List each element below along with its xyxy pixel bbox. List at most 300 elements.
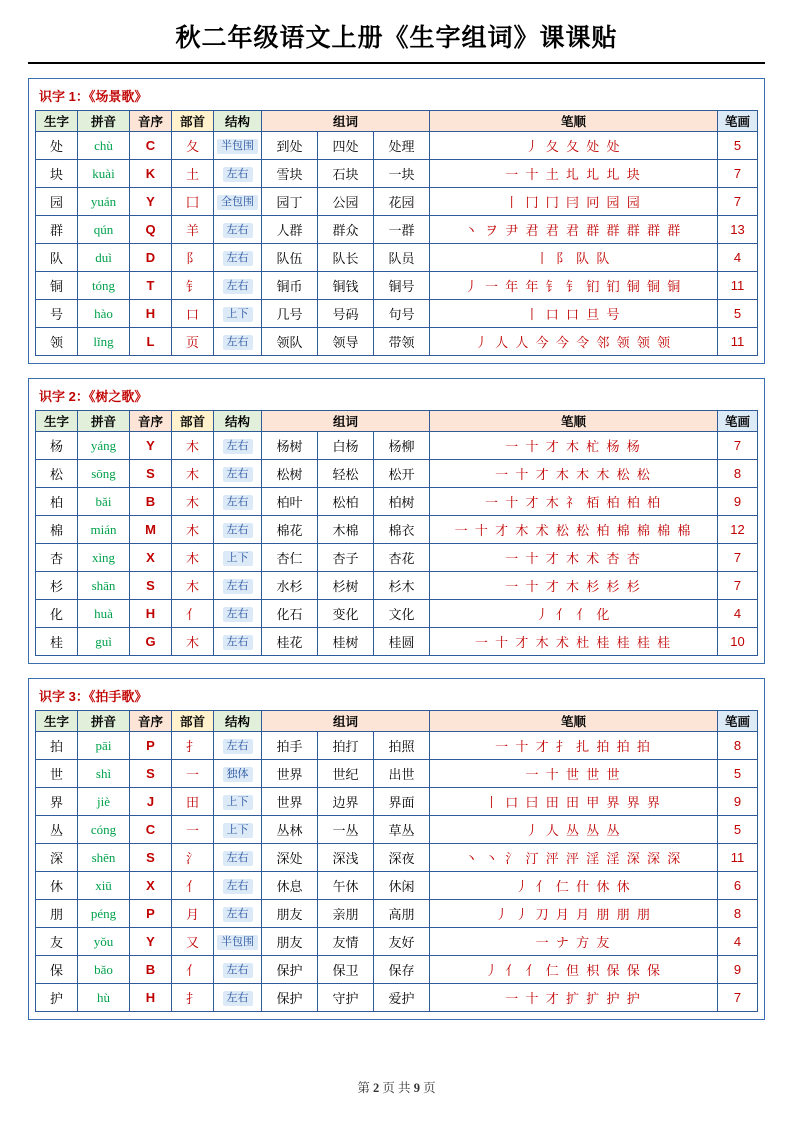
- cell-character: 处: [36, 132, 78, 160]
- cell-pinyin: hào: [78, 300, 130, 328]
- cell-word: 群众: [318, 216, 374, 244]
- cell-jiegou-chip: 左右: [223, 523, 253, 538]
- cell-word: 棉衣: [374, 516, 430, 544]
- cell-word: 杏子: [318, 544, 374, 572]
- cell-jiegou-chip: 左右: [223, 907, 253, 922]
- cell-word: 桂花: [262, 628, 318, 656]
- cell-jiegou-chip: 上下: [223, 551, 253, 566]
- cell-yinxu: Y: [130, 432, 172, 460]
- cell-jiegou-chip: 左右: [223, 579, 253, 594]
- cell-character: 群: [36, 216, 78, 244]
- cell-word: 处理: [374, 132, 430, 160]
- cell-yinxu: P: [130, 900, 172, 928]
- cell-pinyin: tóng: [78, 272, 130, 300]
- cell-character: 丛: [36, 816, 78, 844]
- cell-word: 松树: [262, 460, 318, 488]
- footer-middle: 页 共: [382, 1081, 411, 1095]
- cell-bishun: 丿 人 人 今 今 令 邻 领 领 领: [430, 328, 718, 356]
- cell-pinyin: yuán: [78, 188, 130, 216]
- cell-character: 保: [36, 956, 78, 984]
- col-header-jiegou: 结构: [214, 411, 262, 432]
- cell-word: 友好: [374, 928, 430, 956]
- cell-bushou: 木: [172, 544, 214, 572]
- cell-jiegou: [214, 844, 262, 872]
- cell-bishun: 一 十 才 扌 扎 拍 拍 拍: [430, 732, 718, 760]
- table-header-row: [36, 411, 758, 432]
- cell-yinxu: S: [130, 844, 172, 872]
- cell-jiegou-chip: 左右: [223, 251, 253, 266]
- cell-character: 杉: [36, 572, 78, 600]
- cell-yinxu: C: [130, 132, 172, 160]
- cell-jiegou-chip: 独体: [223, 767, 253, 782]
- cell-word: 木棉: [318, 516, 374, 544]
- cell-bihua: 4: [718, 600, 758, 628]
- col-header-zuci: 组词: [262, 111, 430, 132]
- cell-bishun: 丶 丶 氵 汀 泙 泙 淫 淫 深 深 深: [430, 844, 718, 872]
- lesson-section: [28, 378, 765, 664]
- cell-pinyin: bǎo: [78, 956, 130, 984]
- table-row: [36, 872, 758, 900]
- sections-container: [28, 78, 765, 1020]
- cell-character: 柏: [36, 488, 78, 516]
- cell-character: 杨: [36, 432, 78, 460]
- cell-character: 块: [36, 160, 78, 188]
- col-header-jiegou: 结构: [214, 711, 262, 732]
- cell-word: 白杨: [318, 432, 374, 460]
- cell-bihua: 6: [718, 872, 758, 900]
- cell-jiegou-chip: 左右: [223, 167, 253, 182]
- footer-suffix: 页: [423, 1081, 436, 1095]
- cell-jiegou: [214, 160, 262, 188]
- cell-word: 深处: [262, 844, 318, 872]
- table-row: [36, 984, 758, 1012]
- cell-character: 领: [36, 328, 78, 356]
- cell-pinyin: duì: [78, 244, 130, 272]
- cell-jiegou: [214, 928, 262, 956]
- col-header-bihua: 笔画: [718, 411, 758, 432]
- table-header-row: [36, 111, 758, 132]
- cell-word: 人群: [262, 216, 318, 244]
- cell-word: 园丁: [262, 188, 318, 216]
- cell-bihua: 12: [718, 516, 758, 544]
- cell-yinxu: G: [130, 628, 172, 656]
- cell-bihua: 5: [718, 760, 758, 788]
- cell-pinyin: xìng: [78, 544, 130, 572]
- cell-word: 轻松: [318, 460, 374, 488]
- table-row: [36, 760, 758, 788]
- cell-bihua: 9: [718, 956, 758, 984]
- cell-bishun: 丨 冂 冂 冃 冋 园 园: [430, 188, 718, 216]
- cell-yinxu: P: [130, 732, 172, 760]
- cell-bushou: 扌: [172, 984, 214, 1012]
- cell-word: 雪块: [262, 160, 318, 188]
- cell-jiegou-chip: 左右: [223, 991, 253, 1006]
- cell-bishun: 一 十 才 木 术 杜 桂 桂 桂 桂: [430, 628, 718, 656]
- cell-word: 休闲: [374, 872, 430, 900]
- cell-bushou: 木: [172, 516, 214, 544]
- cell-word: 拍打: [318, 732, 374, 760]
- col-header-pinyin: 拼音: [78, 411, 130, 432]
- cell-word: 水杉: [262, 572, 318, 600]
- col-header-yinxu: 音序: [130, 711, 172, 732]
- table-row: [36, 132, 758, 160]
- cell-word: 午休: [318, 872, 374, 900]
- table-row: [36, 328, 758, 356]
- cell-jiegou: [214, 872, 262, 900]
- cell-word: 一群: [374, 216, 430, 244]
- cell-bishun: 丿 夂 夂 处 处: [430, 132, 718, 160]
- cell-jiegou-chip: 半包围: [217, 139, 258, 154]
- cell-bihua: 11: [718, 844, 758, 872]
- cell-word: 世界: [262, 788, 318, 816]
- cell-pinyin: chù: [78, 132, 130, 160]
- cell-bishun: 丿 亻 仁 什 休 休: [430, 872, 718, 900]
- cell-character: 界: [36, 788, 78, 816]
- section-heading: 识字 2：《树之歌》: [39, 389, 148, 404]
- cell-jiegou-chip: 左右: [223, 495, 253, 510]
- cell-yinxu: Q: [130, 216, 172, 244]
- table-row: [36, 300, 758, 328]
- cell-yinxu: S: [130, 572, 172, 600]
- title-divider: [28, 62, 765, 64]
- cell-word: 棉花: [262, 516, 318, 544]
- cell-word: 石块: [318, 160, 374, 188]
- cell-bushou: 木: [172, 432, 214, 460]
- cell-bushou: 一: [172, 760, 214, 788]
- cell-word: 杏仁: [262, 544, 318, 572]
- cell-bushou: 羊: [172, 216, 214, 244]
- cell-bushou: 亻: [172, 956, 214, 984]
- col-header-bihua: 笔画: [718, 111, 758, 132]
- cell-word: 公园: [318, 188, 374, 216]
- cell-bushou: 月: [172, 900, 214, 928]
- cell-word: 领队: [262, 328, 318, 356]
- cell-bihua: 11: [718, 272, 758, 300]
- cell-bishun: 丿 人 丛 丛 丛: [430, 816, 718, 844]
- cell-bishun: 一 十 才 木 杉 杉 杉: [430, 572, 718, 600]
- cell-bihua: 8: [718, 732, 758, 760]
- cell-yinxu: S: [130, 460, 172, 488]
- cell-pinyin: shān: [78, 572, 130, 600]
- cell-pinyin: péng: [78, 900, 130, 928]
- table-row: [36, 460, 758, 488]
- cell-jiegou: [214, 732, 262, 760]
- cell-word: 守护: [318, 984, 374, 1012]
- cell-jiegou-chip: 左右: [223, 963, 253, 978]
- cell-jiegou: [214, 188, 262, 216]
- cell-bushou: 木: [172, 572, 214, 600]
- cell-character: 友: [36, 928, 78, 956]
- table-row: [36, 628, 758, 656]
- cell-yinxu: T: [130, 272, 172, 300]
- cell-bushou: 木: [172, 488, 214, 516]
- cell-bihua: 4: [718, 928, 758, 956]
- cell-pinyin: kuài: [78, 160, 130, 188]
- cell-character: 桂: [36, 628, 78, 656]
- cell-pinyin: hù: [78, 984, 130, 1012]
- lesson-section: [28, 678, 765, 1020]
- col-header-zuci: 组词: [262, 711, 430, 732]
- table-row: [36, 244, 758, 272]
- cell-bushou: 氵: [172, 844, 214, 872]
- cell-word: 四处: [318, 132, 374, 160]
- cell-word: 世界: [262, 760, 318, 788]
- cell-pinyin: cóng: [78, 816, 130, 844]
- cell-jiegou-chip: 全包围: [217, 195, 258, 210]
- cell-character: 杏: [36, 544, 78, 572]
- cell-word: 花园: [374, 188, 430, 216]
- cell-jiegou: [214, 816, 262, 844]
- cell-jiegou: [214, 432, 262, 460]
- cell-yinxu: H: [130, 600, 172, 628]
- table-row: [36, 956, 758, 984]
- table-header-row: [36, 711, 758, 732]
- cell-character: 朋: [36, 900, 78, 928]
- cell-bishun: 丿 一 年 年 钅 钅 钔 钔 铜 铜 铜: [430, 272, 718, 300]
- cell-word: 朋友: [262, 900, 318, 928]
- cell-jiegou: [214, 600, 262, 628]
- cell-bushou: 页: [172, 328, 214, 356]
- cell-word: 松柏: [318, 488, 374, 516]
- cell-word: 到处: [262, 132, 318, 160]
- cell-word: 休息: [262, 872, 318, 900]
- section-heading: 识字 1：《场景歌》: [39, 89, 148, 104]
- cell-word: 柏叶: [262, 488, 318, 516]
- cell-jiegou-chip: 半包围: [217, 935, 258, 950]
- cell-word: 界面: [374, 788, 430, 816]
- cell-word: 杉木: [374, 572, 430, 600]
- table-row: [36, 600, 758, 628]
- cell-word: 高朋: [374, 900, 430, 928]
- cell-bushou: 夂: [172, 132, 214, 160]
- cell-word: 带领: [374, 328, 430, 356]
- lesson-section: [28, 78, 765, 364]
- col-header-bishun: 笔顺: [430, 711, 718, 732]
- cell-word: 深浅: [318, 844, 374, 872]
- cell-yinxu: Y: [130, 928, 172, 956]
- cell-jiegou: [214, 300, 262, 328]
- cell-word: 队长: [318, 244, 374, 272]
- cell-bihua: 7: [718, 432, 758, 460]
- cell-bishun: 丨 口 曰 田 田 甲 界 界 界: [430, 788, 718, 816]
- cell-pinyin: xiū: [78, 872, 130, 900]
- cell-bushou: 钅: [172, 272, 214, 300]
- cell-jiegou: [214, 900, 262, 928]
- cell-jiegou-chip: 左右: [223, 635, 253, 650]
- cell-bihua: 5: [718, 816, 758, 844]
- table-row: [36, 788, 758, 816]
- cell-word: 拍照: [374, 732, 430, 760]
- table-row: [36, 216, 758, 244]
- cell-character: 铜: [36, 272, 78, 300]
- cell-bihua: 10: [718, 628, 758, 656]
- cell-bishun: 一 十 才 扩 扩 护 护: [430, 984, 718, 1012]
- cell-bushou: 亻: [172, 600, 214, 628]
- character-table: [35, 110, 758, 356]
- cell-yinxu: X: [130, 872, 172, 900]
- cell-jiegou: [214, 956, 262, 984]
- cell-jiegou-chip: 左右: [223, 223, 253, 238]
- cell-yinxu: D: [130, 244, 172, 272]
- cell-bushou: 亻: [172, 872, 214, 900]
- col-header-pinyin: 拼音: [78, 711, 130, 732]
- cell-yinxu: B: [130, 956, 172, 984]
- table-row: [36, 844, 758, 872]
- cell-word: 保护: [262, 956, 318, 984]
- cell-pinyin: pāi: [78, 732, 130, 760]
- table-row: [36, 732, 758, 760]
- cell-jiegou: [214, 788, 262, 816]
- col-header-bushou: 部首: [172, 411, 214, 432]
- footer-total-pages: 9: [413, 1081, 420, 1095]
- cell-jiegou: [214, 244, 262, 272]
- table-row: [36, 188, 758, 216]
- cell-yinxu: J: [130, 788, 172, 816]
- cell-yinxu: Y: [130, 188, 172, 216]
- table-row: [36, 816, 758, 844]
- cell-bushou: 阝: [172, 244, 214, 272]
- cell-word: 保卫: [318, 956, 374, 984]
- cell-bihua: 13: [718, 216, 758, 244]
- cell-pinyin: yáng: [78, 432, 130, 460]
- cell-bushou: 木: [172, 628, 214, 656]
- cell-character: 世: [36, 760, 78, 788]
- cell-word: 丛林: [262, 816, 318, 844]
- cell-word: 变化: [318, 600, 374, 628]
- col-header-yinxu: 音序: [130, 111, 172, 132]
- cell-bushou: 又: [172, 928, 214, 956]
- cell-bihua: 4: [718, 244, 758, 272]
- cell-bishun: 一 ナ 方 友: [430, 928, 718, 956]
- cell-bushou: 囗: [172, 188, 214, 216]
- table-row: [36, 432, 758, 460]
- col-header-sheng: 生字: [36, 411, 78, 432]
- col-header-pinyin: 拼音: [78, 111, 130, 132]
- cell-word: 杉树: [318, 572, 374, 600]
- cell-bushou: 木: [172, 460, 214, 488]
- cell-character: 队: [36, 244, 78, 272]
- cell-jiegou-chip: 左右: [223, 739, 253, 754]
- cell-jiegou: [214, 272, 262, 300]
- cell-bihua: 8: [718, 460, 758, 488]
- cell-jiegou-chip: 左右: [223, 279, 253, 294]
- cell-bushou: 口: [172, 300, 214, 328]
- col-header-zuci: 组词: [262, 411, 430, 432]
- col-header-bishun: 笔顺: [430, 111, 718, 132]
- cell-character: 棉: [36, 516, 78, 544]
- cell-bihua: 7: [718, 544, 758, 572]
- cell-jiegou-chip: 左右: [223, 467, 253, 482]
- cell-bishun: 丿 亻 亻 仁 但 枳 保 保 保: [430, 956, 718, 984]
- cell-pinyin: shēn: [78, 844, 130, 872]
- cell-word: 深夜: [374, 844, 430, 872]
- col-header-yinxu: 音序: [130, 411, 172, 432]
- table-row: [36, 160, 758, 188]
- cell-word: 杨柳: [374, 432, 430, 460]
- col-header-bushou: 部首: [172, 711, 214, 732]
- cell-pinyin: huà: [78, 600, 130, 628]
- cell-word: 爱护: [374, 984, 430, 1012]
- cell-word: 出世: [374, 760, 430, 788]
- cell-word: 杏花: [374, 544, 430, 572]
- cell-word: 亲朋: [318, 900, 374, 928]
- cell-word: 世纪: [318, 760, 374, 788]
- cell-jiegou-chip: 左右: [223, 607, 253, 622]
- cell-word: 保护: [262, 984, 318, 1012]
- cell-jiegou: [214, 544, 262, 572]
- cell-bishun: 丶 ヲ 尹 君 君 君 群 群 群 群 群: [430, 216, 718, 244]
- cell-character: 深: [36, 844, 78, 872]
- cell-jiegou: [214, 516, 262, 544]
- cell-pinyin: mián: [78, 516, 130, 544]
- table-row: [36, 928, 758, 956]
- cell-word: 友情: [318, 928, 374, 956]
- cell-word: 松开: [374, 460, 430, 488]
- table-row: [36, 516, 758, 544]
- cell-word: 杨树: [262, 432, 318, 460]
- cell-bushou: 土: [172, 160, 214, 188]
- cell-bishun: 一 十 世 世 世: [430, 760, 718, 788]
- cell-character: 护: [36, 984, 78, 1012]
- section-heading: 识字 3：《拍手歌》: [39, 689, 148, 704]
- cell-jiegou: [214, 628, 262, 656]
- cell-jiegou-chip: 上下: [223, 307, 253, 322]
- cell-character: 休: [36, 872, 78, 900]
- cell-word: 草丛: [374, 816, 430, 844]
- cell-word: 柏树: [374, 488, 430, 516]
- cell-jiegou-chip: 左右: [223, 851, 253, 866]
- col-header-jiegou: 结构: [214, 111, 262, 132]
- cell-word: 铜钱: [318, 272, 374, 300]
- cell-jiegou: [214, 572, 262, 600]
- cell-pinyin: guì: [78, 628, 130, 656]
- cell-yinxu: B: [130, 488, 172, 516]
- cell-word: 铜号: [374, 272, 430, 300]
- cell-jiegou: [214, 132, 262, 160]
- character-table: [35, 410, 758, 656]
- cell-pinyin: jiè: [78, 788, 130, 816]
- page-footer: [0, 1078, 793, 1096]
- cell-jiegou: [214, 460, 262, 488]
- cell-yinxu: K: [130, 160, 172, 188]
- cell-jiegou-chip: 左右: [223, 879, 253, 894]
- cell-character: 松: [36, 460, 78, 488]
- cell-jiegou: [214, 216, 262, 244]
- table-row: [36, 544, 758, 572]
- cell-bishun: 丨 阝 队 队: [430, 244, 718, 272]
- footer-page-number: 2: [373, 1081, 380, 1095]
- cell-bihua: 7: [718, 984, 758, 1012]
- cell-pinyin: sōng: [78, 460, 130, 488]
- cell-bihua: 7: [718, 160, 758, 188]
- page-title: 秋二年级语文上册《生字组词》课课贴: [175, 25, 618, 52]
- cell-word: 句号: [374, 300, 430, 328]
- cell-yinxu: L: [130, 328, 172, 356]
- cell-jiegou: [214, 488, 262, 516]
- cell-word: 一块: [374, 160, 430, 188]
- cell-bishun: 丨 口 口 旦 号: [430, 300, 718, 328]
- cell-pinyin: lǐng: [78, 328, 130, 356]
- table-row: [36, 272, 758, 300]
- cell-bihua: 5: [718, 300, 758, 328]
- cell-bihua: 7: [718, 572, 758, 600]
- cell-bihua: 11: [718, 328, 758, 356]
- table-row: [36, 900, 758, 928]
- cell-yinxu: H: [130, 984, 172, 1012]
- col-header-sheng: 生字: [36, 111, 78, 132]
- cell-word: 文化: [374, 600, 430, 628]
- cell-bushou: 一: [172, 816, 214, 844]
